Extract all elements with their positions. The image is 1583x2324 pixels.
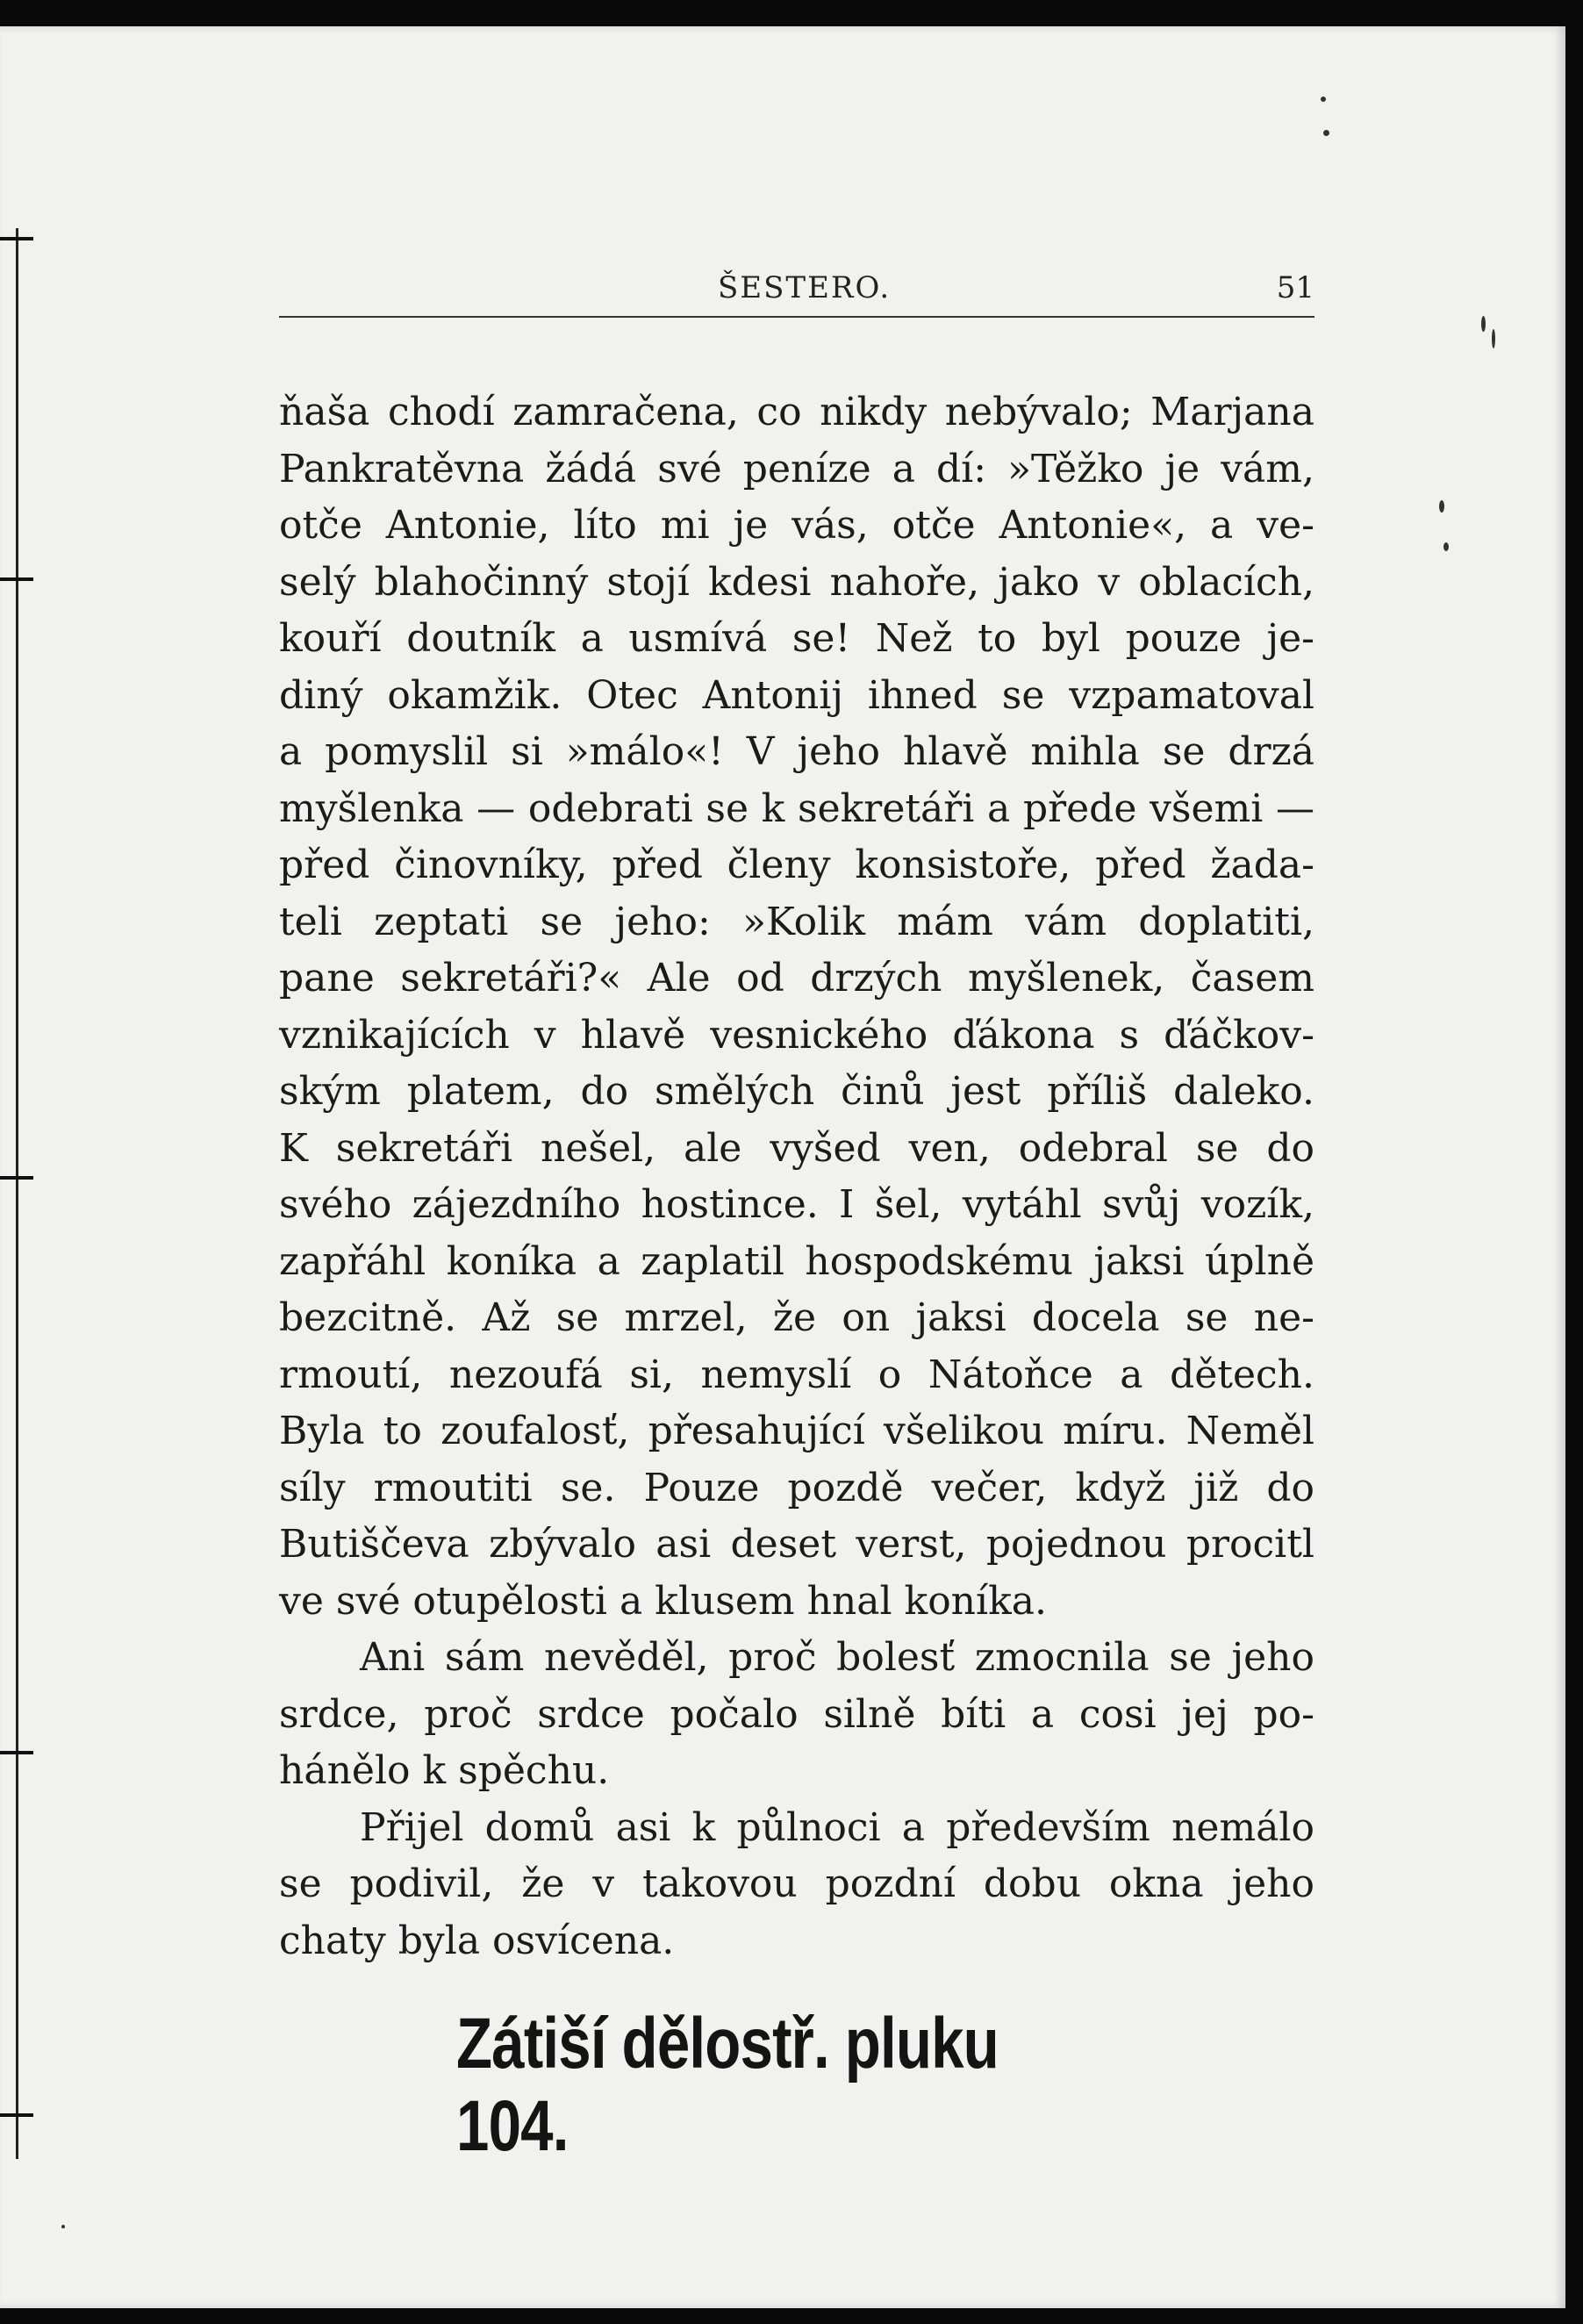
text-line: Butiščeva zbývalo asi deset verst, pojednou procitl xyxy=(279,1522,1314,1567)
text-line: před činovníky, před členy konsistoře, před žada- xyxy=(279,843,1314,887)
library-stamp: Zátiší dělostř. pluku 104. xyxy=(456,2004,999,2166)
binding-thread-mark xyxy=(0,2113,33,2117)
binding-thread-mark xyxy=(0,1176,33,1180)
text-line: vznikajících v hlavě vesnického ďákona s ďáčkov- xyxy=(279,1012,1314,1058)
body-text xyxy=(279,384,1314,1969)
paragraph-start-line: Ani sám nevěděl, proč bolesť zmocnila se jeho xyxy=(360,1635,1314,1680)
paper-speck xyxy=(61,2225,65,2228)
text-line: rmoutí, nezoufá si, nemyslí o Nátoňce a dětech. xyxy=(279,1352,1314,1397)
text-line: ňaša chodí zamračena, co nikdy nebývalo; Marjana xyxy=(279,390,1314,434)
paper-speck xyxy=(1443,542,1449,551)
paper-speck xyxy=(1439,500,1444,513)
text-line: a pomyslil si »málo«! V jeho hlavě mihla se drzá xyxy=(279,729,1314,774)
paragraph-end-line: ve své otupělosti a klusem hnal koníka. xyxy=(279,1578,1047,1624)
paragraph-end-line: chaty byla osvícena. xyxy=(279,1918,675,1963)
paper-speck xyxy=(1323,130,1329,136)
text-line: otče Antonie, líto mi je vás, otče Antonie«, a ve- xyxy=(279,503,1314,548)
text-line: zapřáhl koníka a zaplatil hospodskému jaksi úplně xyxy=(279,1238,1314,1284)
text-line: svého zájezdního hostince. I šel, vytáhl svůj vozík, xyxy=(279,1182,1314,1227)
text-line: myšlenka — odebrati se k sekretáři a přede všemi — xyxy=(279,785,1314,831)
binding-edge xyxy=(16,228,18,2159)
text-line: selý blahočinný stojí kdesi nahoře, jako v oblacích, xyxy=(279,559,1314,605)
text-line: bezcitně. Až se mrzel, že on jaksi docela se ne- xyxy=(279,1295,1314,1340)
paragraph-end-line: hánělo k spěchu. xyxy=(279,1748,610,1793)
paragraph-start-line: Přijel domů asi k půlnoci a především nemálo xyxy=(360,1804,1314,1850)
header-rule xyxy=(279,316,1314,318)
running-title: ŠESTERO. xyxy=(718,270,892,305)
binding-thread-mark xyxy=(0,1751,33,1754)
text-line: pane sekretáři?« Ale od drzých myšlenek, časem xyxy=(279,956,1314,1001)
binding-thread-mark xyxy=(0,237,33,240)
text-line: síly rmoutiti se. Pouze pozdě večer, když již do xyxy=(279,1465,1314,1510)
text-line: ským platem, do smělých činů jest příliš daleko. xyxy=(279,1069,1314,1114)
paper-speck xyxy=(1481,316,1486,332)
text-line: se podivil, že v takovou pozdní dobu okna jeho xyxy=(279,1861,1314,1906)
page-number: 51 xyxy=(1276,270,1314,305)
text-line: K sekretáři nešel, ale vyšed ven, odebral se do xyxy=(279,1125,1314,1171)
text-line: kouří doutník a usmívá se! Než to byl pouze je- xyxy=(279,616,1314,661)
text-line: srdce, proč srdce počalo silně bíti a cosi jej po- xyxy=(279,1691,1314,1737)
paper-speck xyxy=(1321,97,1326,102)
text-line: teli zeptati se jeho: »Kolik mám vám doplatiti, xyxy=(279,899,1314,944)
paper-speck xyxy=(1492,329,1495,348)
book-page xyxy=(0,26,1565,2308)
text-line: diný okamžik. Otec Antonij ihned se vzpamatoval xyxy=(279,672,1314,718)
text-line: Byla to zoufalosť, přesahující všelikou míru. Neměl xyxy=(279,1409,1314,1453)
binding-thread-mark xyxy=(0,577,33,581)
running-head xyxy=(279,270,1314,309)
text-line: Pankratěvna žádá své peníze a dí: »Těžko je vám, xyxy=(279,446,1314,491)
